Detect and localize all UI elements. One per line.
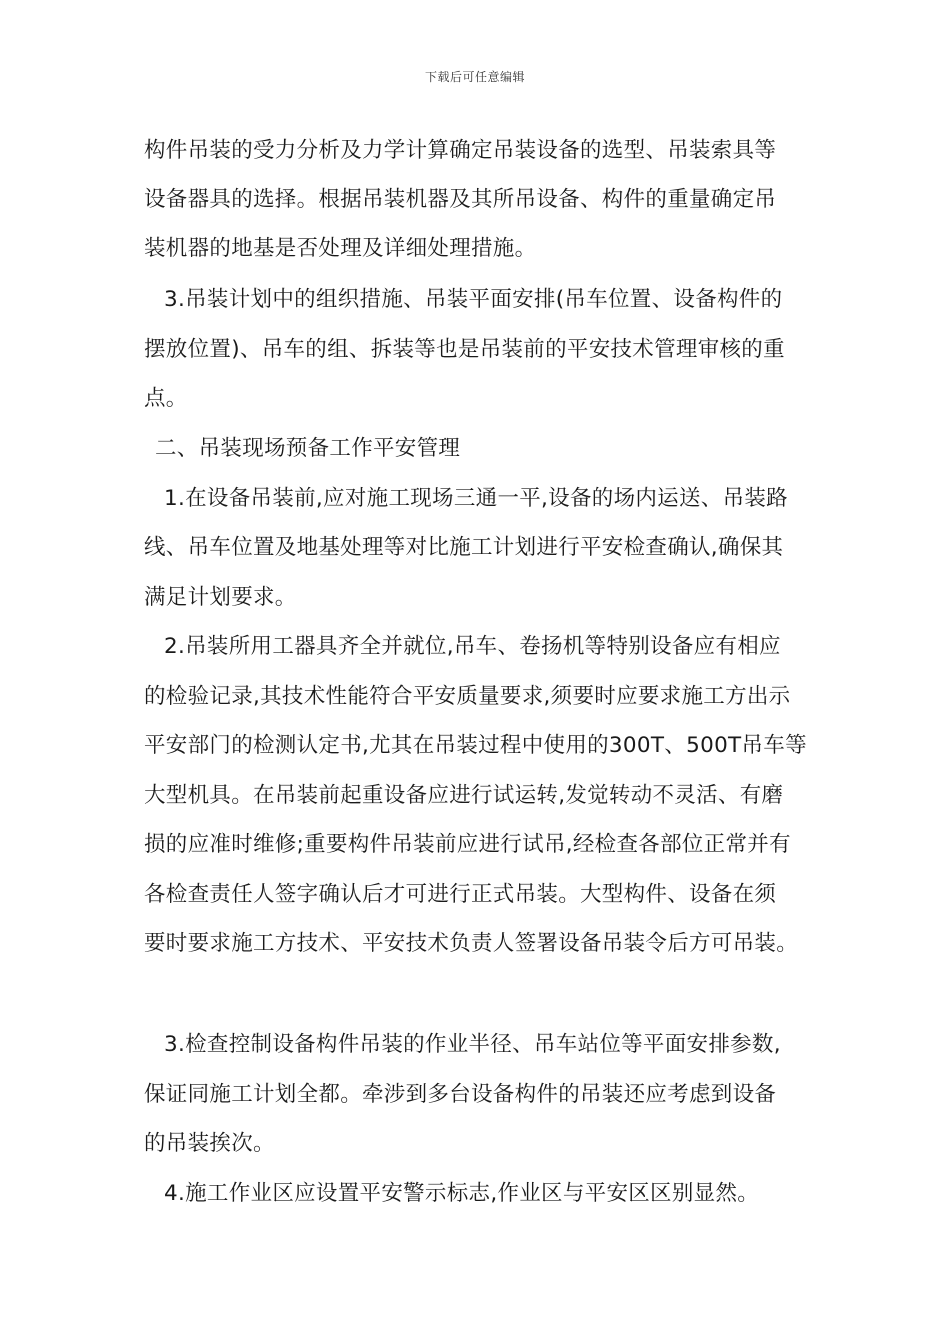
paragraph-line: 3.检查控制设备构件吊装的作业半径、吊车站位等平面安排参数,: [164, 1032, 781, 1057]
paragraph-line: 满足计划要求。: [144, 585, 297, 610]
paragraph-line: 大型机具。在吊装前起重设备应进行试运转,发觉转动不灵活、有磨: [144, 783, 784, 808]
paragraph-line: 4.施工作业区应设置平安警示标志,作业区与平安区区别显然。: [164, 1181, 760, 1206]
paragraph-line: 平安部门的检测认定书,尤其在吊装过程中使用的300T、500T吊车等: [144, 733, 807, 758]
section-heading: 二、吊装现场预备工作平安管理: [155, 436, 461, 461]
paragraph-line: 构件吊装的受力分析及力学计算确定吊装设备的选型、吊装索具等: [144, 138, 777, 163]
paragraph-line: 摆放位置)、吊车的组、拆装等也是吊装前的平安技术管理审核的重: [144, 337, 785, 362]
paragraph-line: 要时要求施工方技术、平安技术负责人签署设备吊装令后方可吊装。: [144, 931, 799, 956]
paragraph-line: 1.在设备吊装前,应对施工现场三通一平,设备的场内运送、吊装路: [164, 486, 788, 511]
paragraph-line: 各检查责任人签字确认后才可进行正式吊装。大型构件、设备在须: [144, 882, 777, 907]
paragraph-line: 设备器具的选择。根据吊装机器及其所吊设备、构件的重量确定吊: [144, 187, 777, 212]
paragraph-line: 点。: [144, 386, 188, 411]
paragraph-line: 线、吊车位置及地基处理等对比施工计划进行平安检查确认,确保其: [144, 535, 784, 560]
page-header: 下载后可任意编辑: [424, 70, 525, 84]
paragraph-line: 装机器的地基是否处理及详细处理措施。: [144, 236, 537, 261]
paragraph-line: 保证同施工计划全都。牵涉到多台设备构件的吊装还应考虑到设备: [144, 1082, 777, 1107]
paragraph-line: 的检验记录,其技术性能符合平安质量要求,须要时应要求施工方出示: [144, 684, 791, 709]
paragraph-line: 3.吊装计划中的组织措施、吊装平面安排(吊车位置、设备构件的: [164, 287, 783, 312]
paragraph-line: 损的应准时维修;重要构件吊装前应进行试吊,经检查各部位正常并有: [144, 832, 791, 857]
paragraph-line: 2.吊装所用工器具齐全并就位,吊车、卷扬机等特别设备应有相应: [164, 634, 781, 659]
paragraph-line: 的吊装挨次。: [144, 1131, 275, 1156]
